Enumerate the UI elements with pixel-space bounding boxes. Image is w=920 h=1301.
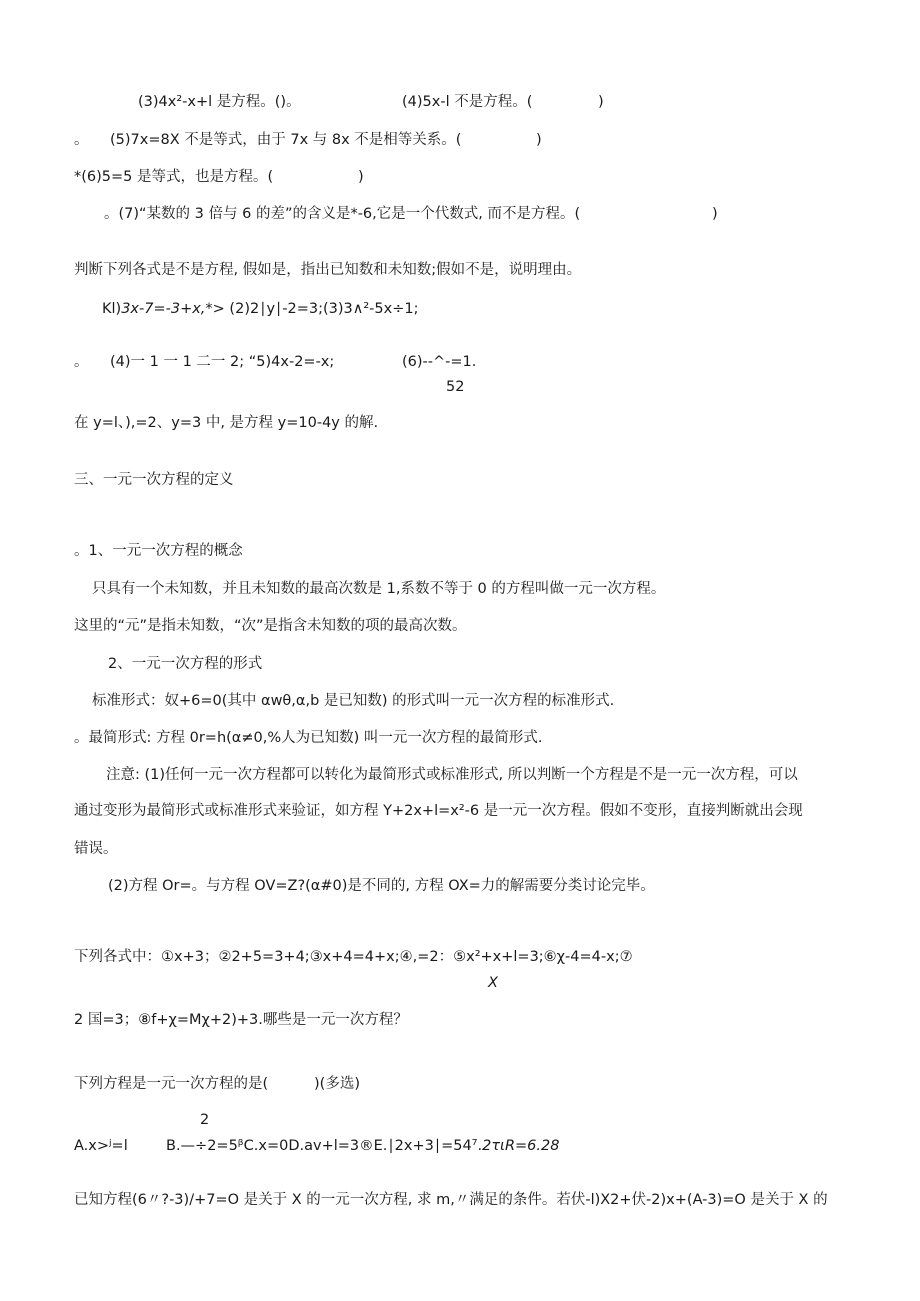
text-line: 。(7)“某数的 3 倍与 6 的差”的含义是*-6,它是一个代数式, 而不是方程。( (104, 206, 581, 222)
text-line: (5)7x=8X 不是等式，由于 7x 与 8x 不是相等关系。( (110, 132, 462, 148)
text-line (166, 1136, 559, 1156)
text-line: 在 y=l、),=2、y=3 中, 是方程 y=10-4y 的解. (74, 415, 379, 431)
text-line: (4)5x-l 不是方程。( (402, 94, 533, 110)
text-line: 通过变形为最简形式或标准形式来验证，如方程 Y+2x+l=x²-6 是一元一次方程。假如不变形，直接判断就出会现 (74, 803, 803, 819)
text-line: 错误。 (74, 841, 118, 857)
text-line: 2 国=3；⑧f+χ=Mχ+2)+3.哪些是一元一次方程？ (74, 1012, 408, 1028)
text-line: (3)4x²-x+l 是方程。()。 (138, 94, 301, 110)
text-line: 2 (200, 1112, 210, 1128)
text-line: 只具有一个未知数，并且未知数的最高次数是 1,系数不等于 0 的方程叫做一元一次方程。 (92, 581, 666, 597)
text-line: 下列各式中：①x+3；②2+5=3+4;③x+4=4+x;④,=2：⑤x²+x+l=3;⑥χ-4=4-x;⑦ (74, 949, 633, 965)
text-line: 。最简形式: 方程 0r=h(α≠0,%人为已知数) 叫一元一次方程的最简形式. (74, 730, 543, 746)
text-line: ) (536, 132, 542, 148)
text-line: 判断下列各式是不是方程, 假如是，指出已知数和未知数;假如不是，说明理由。 (74, 262, 582, 278)
text-span: Kl) (102, 301, 122, 317)
section-heading: 三、一元一次方程的定义 (74, 472, 234, 488)
text-line: 已知方程(6〃?-3)/+7=O 是关于 X 的一元一次方程, 求 m,〃满足的条件。若伏-l)X2+伏-2)x+(A-3)=O 是关于 X 的 (74, 1192, 828, 1208)
text-line: X (488, 975, 498, 991)
text-span: > (2)2∣y∣-2=3;(3)3∧²-5x÷1; (212, 301, 419, 317)
text-line: 注意: (1)任何一元一次方程都可以转化为最简形式或标准形式, 所以判断一个方程是不是一元一次方程，可以 (106, 767, 798, 783)
text-line: )(多选) (314, 1076, 360, 1092)
text-line: ) (712, 206, 718, 222)
text-line: 。 (74, 354, 89, 370)
text-line: ) (598, 94, 604, 110)
text-line: (4)一 1 一 1 二一 2; “5)4x-2=-x; (110, 354, 335, 370)
text-line: 下列方程是一元一次方程的是( (74, 1076, 269, 1092)
text-line: 。1、一元一次方程的概念 (74, 543, 243, 559)
text-line: 标准形式：奴+6=0(其中 αwθ,α,b 是已知数) 的形式叫一元一次方程的标准形式. (92, 693, 615, 709)
text-line: 2、一元一次方程的形式 (108, 656, 263, 672)
text-line: (6)--^-=1. (402, 354, 477, 370)
text-line: 。 (74, 132, 89, 148)
text-line: (2)方程 Or=。与方程 OV=Z?(α#0)是不同的, 方程 OX=力的解需要分类讨论完毕。 (108, 878, 655, 894)
text-line: 这里的“元”是指未知数，“次”是指含未知数的项的最高次数。 (74, 618, 467, 634)
text-span: B.—÷2=5ᵝC.x=0D.av+l=3®E.∣2x+3∣=54⁷. (166, 1138, 483, 1154)
text-line (102, 299, 418, 319)
text-line: A.x>ʲ=l (74, 1138, 128, 1154)
text-line: *(6)5=5 是等式，也是方程。( (74, 169, 274, 185)
text-line: ) (358, 169, 364, 185)
text-span: 3x-7=-3+x,* (121, 301, 213, 317)
text-line: 52 (446, 379, 465, 395)
text-span: 2τιR=6.28 (482, 1138, 560, 1154)
